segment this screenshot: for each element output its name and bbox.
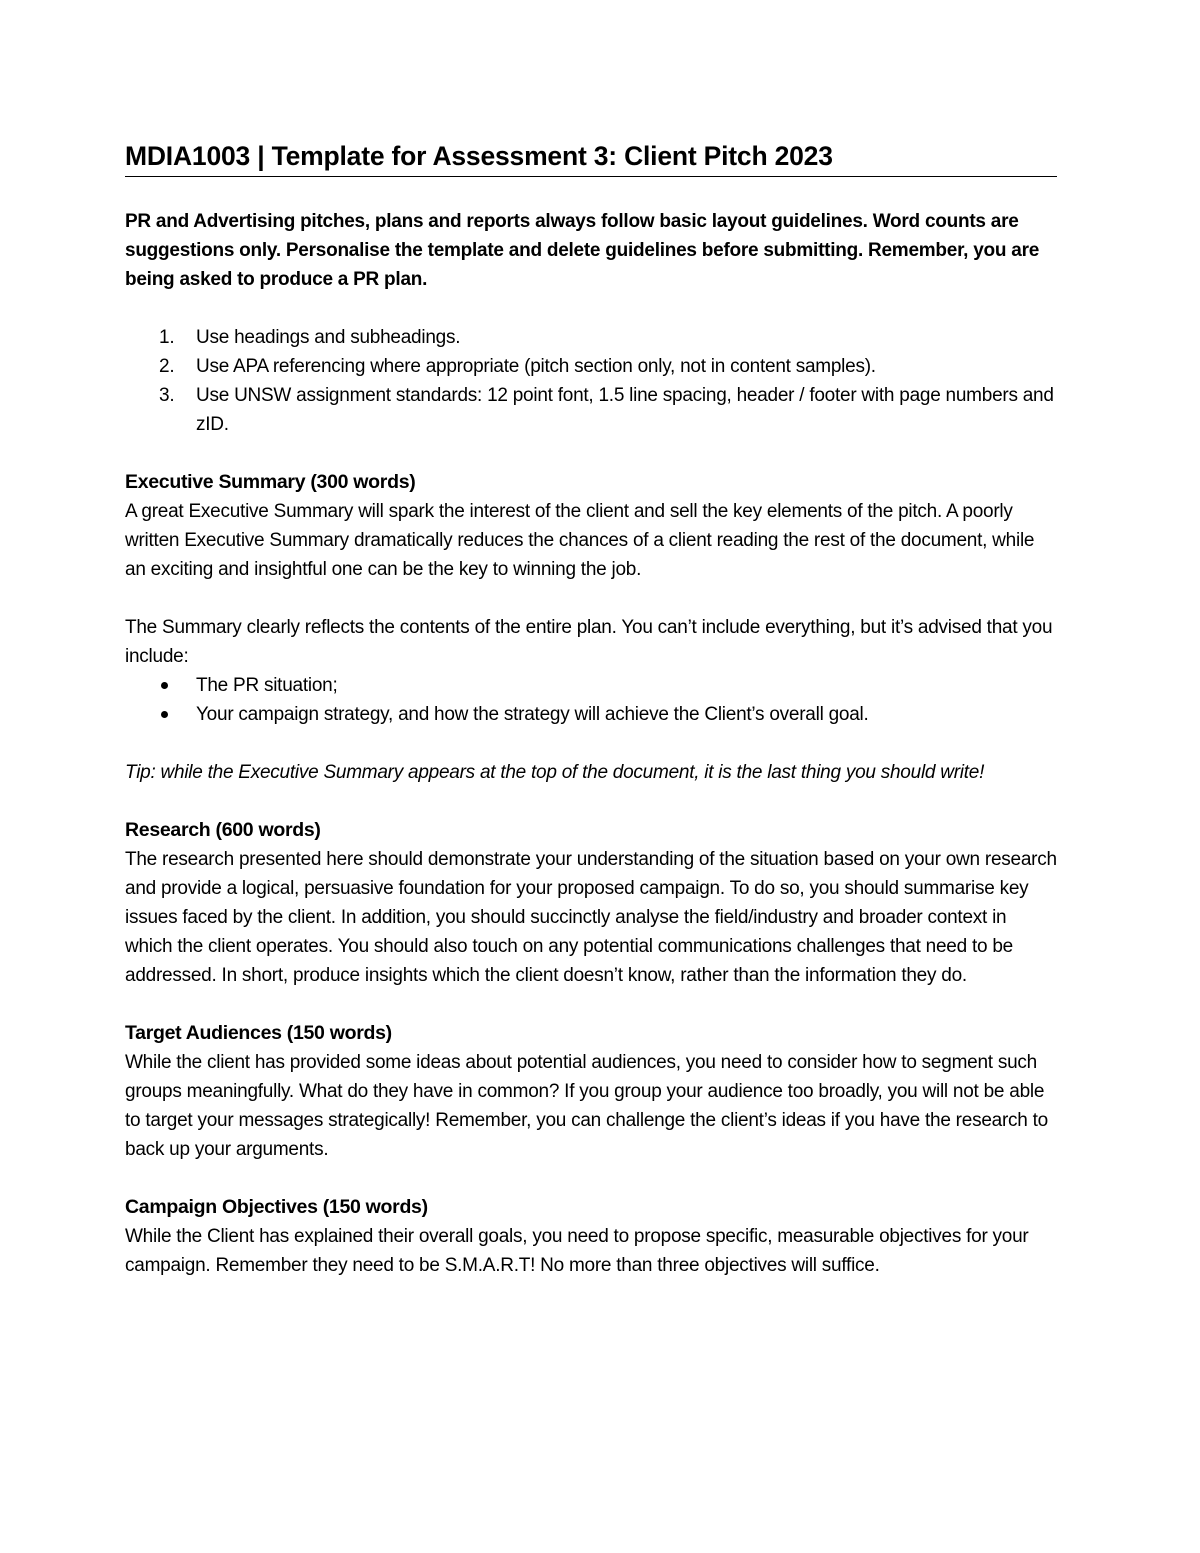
list-item (125, 323, 1057, 352)
intro-paragraph: PR and Advertising pitches, plans and reports always follow basic layout guidelines. Word counts are suggestions only. Personalise the template and delete guidelines before submitting. Remember, you are being asked to produce a PR plan. (125, 211, 1040, 290)
executive-summary-bullets (125, 671, 1057, 729)
document-page (125, 138, 1057, 1280)
list-item-number: 3. (159, 385, 175, 406)
list-item-number: 2. (159, 356, 175, 377)
list-item-text: The PR situation; (196, 675, 338, 696)
list-item-text: Use UNSW assignment standards: 12 point font, 1.5 line spacing, header / footer with page numbers and zID. (196, 385, 1054, 435)
campaign-objectives-heading: Campaign Objectives (150 words) (125, 1196, 428, 1218)
campaign-objectives-paragraph: While the Client has explained their overall goals, you need to propose specific, measurable objectives for your campaign. Remember they need to be S.M.A.R.T! No more than three objectives will suffice. (125, 1226, 1029, 1276)
executive-summary-paragraph-1: A great Executive Summary will spark the interest of the client and sell the key elements of the pitch. A poorly written Executive Summary dramatically reduces the chances of a client reading the rest of the document, while an exciting and insightful one can be the key to winning the job. (125, 501, 1035, 580)
list-item (125, 381, 1057, 439)
executive-summary-tip: Tip: while the Executive Summary appears at the top of the document, it is the last thing you should write! (125, 762, 985, 783)
list-item-text: Use headings and subheadings. (196, 327, 461, 348)
list-item-text: Your campaign strategy, and how the strategy will achieve the Client’s overall goal. (196, 704, 869, 725)
campaign-objectives-section (125, 1193, 1057, 1280)
research-paragraph: The research presented here should demonstrate your understanding of the situation based on your own research and provide a logical, persuasive foundation for your proposed campaign. To do so, you should summarise key issues faced by the client. In addition, you should succinctly analyse the field/industry and broader context in which the client operates. You should also touch on any potential communications challenges that need to be addressed. In short, produce insights which the client doesn’t know, rather than the information they do. (125, 849, 1057, 986)
research-section (125, 816, 1057, 990)
bullet-icon (161, 682, 168, 689)
bullet-icon (161, 711, 168, 718)
list-item (125, 671, 1057, 700)
target-audiences-section (125, 1019, 1057, 1164)
target-audiences-heading: Target Audiences (150 words) (125, 1022, 392, 1044)
list-item-text: Use APA referencing where appropriate (pitch section only, not in content samples). (196, 356, 876, 377)
executive-summary-paragraph-2: The Summary clearly reflects the contents of the entire plan. You can’t include everything, but it’s advised that you include: (125, 617, 1053, 667)
list-item (125, 352, 1057, 381)
list-item (125, 700, 1057, 729)
guidelines-list (125, 323, 1057, 439)
list-item-number: 1. (159, 327, 175, 348)
research-heading: Research (600 words) (125, 819, 321, 841)
document-title: MDIA1003 | Template for Assessment 3: Client Pitch 2023 (125, 138, 1057, 177)
target-audiences-paragraph: While the client has provided some ideas about potential audiences, you need to consider how to segment such groups meaningfully. What do they have in common? If you group your audience too broadly, you will not be able to target your messages strategically! Remember, you can challenge the client’s ideas if you have the research to back up your arguments. (125, 1052, 1048, 1160)
executive-summary-heading: Executive Summary (300 words) (125, 471, 416, 493)
executive-summary-section (125, 468, 1057, 787)
